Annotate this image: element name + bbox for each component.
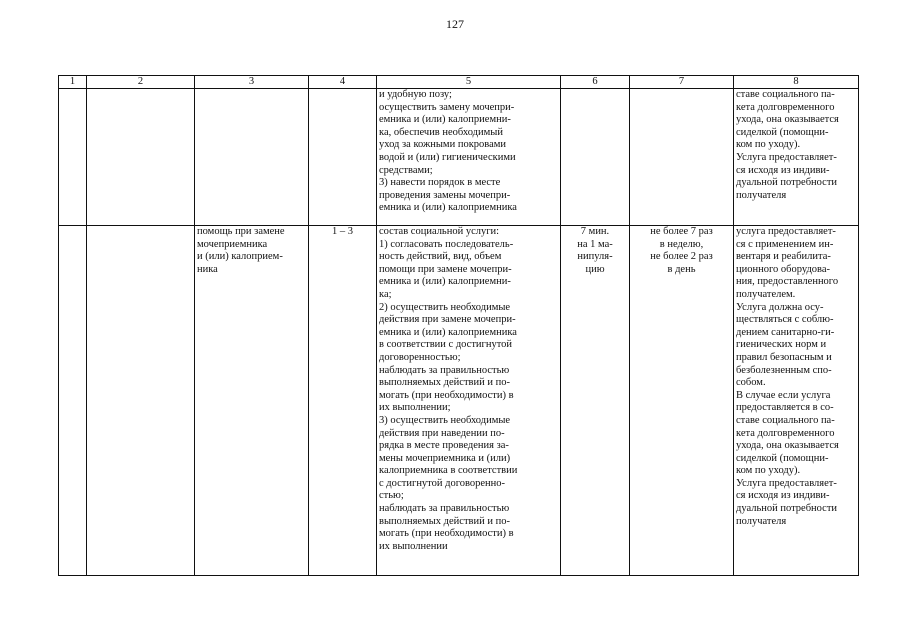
text-line: ухода, она оказывается [736, 114, 839, 126]
row1-service-description [377, 89, 561, 226]
text-line: выполняемых действий и по- [379, 377, 510, 389]
header-cell-7: 7 [630, 76, 734, 89]
text-line: могать (при необходимости) в [379, 528, 514, 540]
text-line: ность действий, вид, объем [379, 251, 502, 263]
header-cell-1: 1 [59, 76, 87, 89]
text-line: емника и (или) калоприемника [379, 202, 517, 214]
row2-service-description [377, 226, 561, 576]
text-line: получателя [736, 189, 787, 201]
text-line: ком по уходу). [736, 139, 801, 151]
text-line: калоприемника в соответствии [379, 465, 518, 477]
text-line: наблюдать за правильностью [379, 503, 510, 515]
text-line: ухода, она оказывается [736, 440, 839, 452]
text-line: средствами; [379, 164, 433, 176]
text-line: гиенических норм и [736, 339, 827, 351]
text-line: их выполнении [379, 540, 448, 552]
text-line: Услуга должна осу- [736, 301, 824, 313]
text-line: кета долговременного [736, 101, 835, 113]
text-line: в соответствии с достигнутой [379, 339, 513, 351]
text-line: дуальной потребности [736, 177, 838, 189]
text-line: в неделю, [659, 238, 704, 250]
text-line: получателя [736, 515, 787, 527]
text-line: ся исходя из индиви- [736, 490, 830, 502]
row1-cell-1 [59, 89, 87, 226]
row1-cell-3 [195, 89, 309, 226]
text-line: и (или) калоприем- [197, 251, 283, 263]
row2-cell-2 [87, 226, 195, 576]
text-line: помощь при замене [197, 226, 285, 237]
text-line: ся с применением ин- [736, 238, 834, 250]
text-line: дением санитарно-ги- [736, 326, 835, 338]
table-row [59, 89, 859, 226]
text-line: предоставляется в со- [736, 402, 834, 414]
text-line: действия при замене мочепри- [379, 314, 516, 326]
text-line: стью; [379, 490, 404, 502]
header-cell-3: 3 [195, 76, 309, 89]
text-line: нипуля- [577, 251, 613, 263]
text-line: сиделкой (помощни- [736, 452, 829, 464]
text-line: правил безопасным и [736, 351, 832, 363]
text-line: сиделкой (помощни- [736, 126, 829, 138]
text-line: собом. [736, 377, 766, 389]
header-cell-4: 4 [309, 76, 377, 89]
text-line: ния, предоставленного [736, 276, 839, 288]
text-line: ционного оборудова- [736, 263, 831, 275]
text-line: договоренностью; [379, 351, 461, 363]
header-cell-8: 8 [734, 76, 859, 89]
text-line: осуществить замену мочепри- [379, 101, 515, 113]
row1-cell-4 [309, 89, 377, 226]
row2-duration [561, 226, 630, 576]
text-line: ставе социального па- [736, 414, 835, 426]
text-line: могать (при необходимости) в [379, 389, 514, 401]
text-line: получателем. [736, 288, 796, 300]
text-line: на 1 ма- [577, 238, 613, 250]
text-line: состав социальной услуги: [379, 226, 500, 237]
text-line: ся исходя из индиви- [736, 164, 830, 176]
text-line: безболезненным спо- [736, 364, 832, 376]
text-line: мены мочеприемника и (или) [379, 452, 511, 464]
text-line: емника и (или) калоприемни- [379, 114, 511, 126]
row2-conditions [734, 226, 859, 576]
row2-frequency [630, 226, 734, 576]
text-line: услуга предоставляет- [736, 226, 836, 237]
text-line: 3) навести порядок в месте [379, 177, 501, 189]
text-line: В случае если услуга [736, 389, 831, 401]
text-line: уход за кожными покровами [379, 139, 507, 151]
text-line: дуальной потребности [736, 503, 838, 515]
text-line: водой и (или) гигиеническими [379, 151, 516, 163]
text-line: вентаря и реабилита- [736, 251, 831, 263]
text-line: помощи при замене мочепри- [379, 263, 512, 275]
page-number: 127 [446, 17, 464, 31]
text-line: Услуга предоставляет- [736, 151, 837, 163]
text-line: цию [585, 263, 605, 275]
text-line: не более 2 раз [650, 251, 713, 263]
services-table [58, 75, 859, 576]
row1-conditions [734, 89, 859, 226]
row2-cell-1 [59, 226, 87, 576]
row1-cell-2 [87, 89, 195, 226]
table-row [59, 226, 859, 576]
header-cell-6: 6 [561, 76, 630, 89]
row2-service-name [195, 226, 309, 576]
text-line: емника и (или) калоприемника [379, 326, 517, 338]
text-line: и удобную позу; [379, 89, 452, 100]
text-line: проведения замены мочепри- [379, 189, 511, 201]
text-line: рядка в месте проведения за- [379, 440, 509, 452]
text-line: 1 – 3 [332, 226, 353, 237]
header-cell-5: 5 [377, 76, 561, 89]
header-cell-2: 2 [87, 76, 195, 89]
text-line: с достигнутой договоренно- [379, 477, 506, 489]
row1-cell-6 [561, 89, 630, 226]
header-row [59, 76, 859, 89]
text-line: 2) осуществить необходимые [379, 301, 511, 313]
text-line: 3) осуществить необходимые [379, 414, 511, 426]
row2-tariff [309, 226, 377, 576]
text-line: выполняемых действий и по- [379, 515, 510, 527]
text-line: их выполнении; [379, 402, 451, 414]
text-line: действия при наведении по- [379, 427, 505, 439]
text-line: мочеприемника [197, 238, 268, 250]
text-line: 7 мин. [580, 226, 610, 237]
text-line: ком по уходу). [736, 465, 801, 477]
text-line: Услуга предоставляет- [736, 477, 837, 489]
text-line: ника [197, 263, 218, 275]
text-line: в день [667, 263, 696, 275]
text-line: ставе социального па- [736, 89, 835, 100]
row1-cell-7 [630, 89, 734, 226]
text-line: наблюдать за правильностью [379, 364, 510, 376]
text-line: кета долговременного [736, 427, 835, 439]
text-line: 1) согласовать последователь- [379, 238, 514, 250]
text-line: ка; [379, 288, 392, 300]
text-line: не более 7 раз [650, 226, 713, 237]
text-line: емника и (или) калоприемни- [379, 276, 511, 288]
text-line: ществляться с соблю- [736, 314, 834, 326]
text-line: ка, обеспечив необходимый [379, 126, 503, 138]
